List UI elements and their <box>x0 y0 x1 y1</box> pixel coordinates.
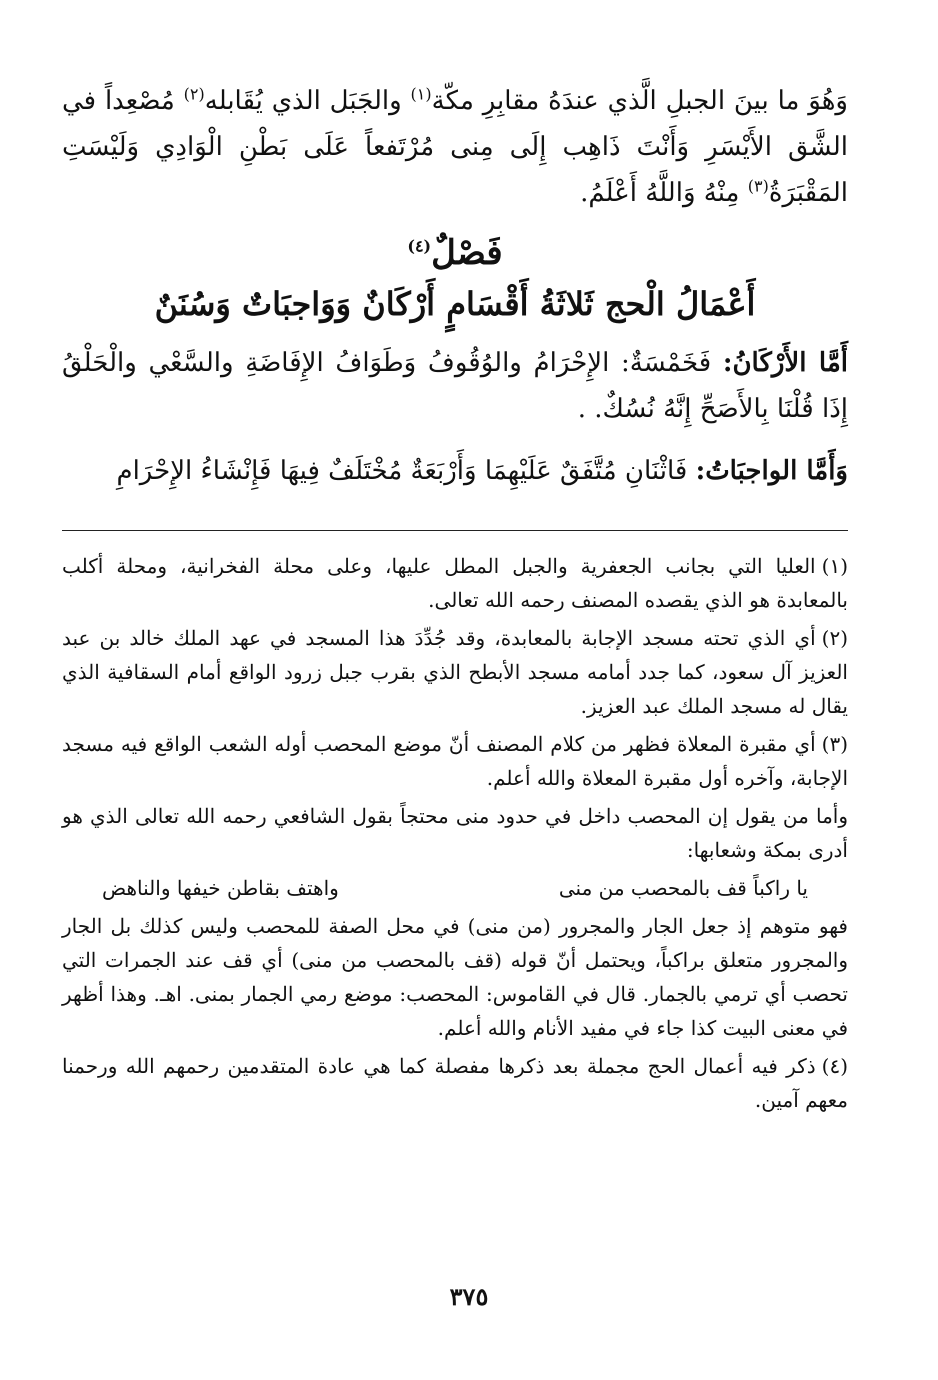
arkan-paragraph <box>62 340 848 432</box>
footnote-2-number: (٢) <box>821 626 848 650</box>
footnote-1-text: العليا التي بجانب الجعفرية والجبل المطل عليها، وعلى محلة الفخرانية، ومحلة أكلب بالمعابدة هو الذي يقصده المصنف رحمه الله تعالى. <box>62 554 848 612</box>
footnote-divider <box>62 530 848 531</box>
footnote-3-number: (٣) <box>821 732 848 756</box>
footnote-4 <box>62 1049 848 1117</box>
arkan-lead: أَمَّا الأَرْكَانُ: <box>722 348 848 378</box>
footnote-3-text: أي مقبرة المعلاة فظهر من كلام المصنف أنّ موضع المحصب أوله الشعب الواقع فيه مسجد الإجابة، وآخره أول مقبرة المعلاة والله أعلم. <box>62 732 848 790</box>
page-number: ٣٧٥ <box>449 1282 489 1311</box>
footnotes <box>62 549 848 1117</box>
verse-first-hemistich: يا راكباً قف بالمحصب من منى <box>558 876 808 900</box>
footnote-4-number: (٤) <box>821 1054 848 1078</box>
footnote-ref-3[interactable]: (٣) <box>747 176 769 196</box>
heading-title-text: فَصْلٌ <box>431 233 503 273</box>
footnote-4-text: ذكر فيه أعمال الحج مجملة بعد ذكرها مفصلة كما هي عادة المتقدمين رحمهم الله ورحمنا معهم آمين. <box>62 1054 848 1112</box>
footnote-2-text: أي الذي تحته مسجد الإجابة بالمعابدة، وقد جُدِّدَ هذا المسجد في عهد الملك خالد بن عبد العزيز آل سعود، كما جدد أمامه مسجد الأبطح الذي بقرب جبل زرود الواقع أمام السقافية الذي يقال له مسجد الملك عبد العزيز. <box>62 626 848 718</box>
footnote-2 <box>62 621 848 723</box>
heading-title <box>62 228 848 278</box>
heading-subtitle: أَعْمَالُ الْحج ثَلاثَةُ أَقْسَامٍ أَرْكَانٌ وَوَاجبَاتٌ وَسُنَنٌ <box>154 285 756 323</box>
chapter-heading <box>62 228 848 330</box>
page-body <box>62 78 848 1121</box>
wajibat-paragraph <box>62 448 848 494</box>
arkan-text: فَخَمْسَةٌ: الإِحْرَامُ والوُقُوفُ وَطَوَافُ الإِفَاضَةِ والسَّعْي والْحَلْقُ إِذَا قُلْنَا بِالأَصَحِّ إِنَّهُ نُسُكٌ. . <box>62 348 848 424</box>
footnote-1-number: (١) <box>821 554 848 578</box>
poetry-verse <box>62 871 848 905</box>
wajibat-text: فَاثْنَانِ مُتَّفَقٌ عَلَيْهِمَا وَأَرْبَعَةٌ مُخْتَلَفٌ فِيهَا فَإِنْشَاءُ الإِحْرَامِ <box>116 456 696 486</box>
intro-text-4: مِنْهُ وَاللَّهُ أَعْلَمُ. <box>580 178 748 208</box>
footnote-ref-4[interactable]: (٤) <box>407 236 432 256</box>
intro-text-3: مُصْعِداً في الشَّق الأَيْسَرِ وَأَنْتَ ذَاهِب إِلَى مِنى مُرْتَفعاً عَلَى بَطْنِ الْوَادِي وَلَيْسَتِ المَقْبَرَةُ <box>62 86 848 208</box>
wajibat-lead: وَأَمَّا الواجبَاتُ: <box>695 456 848 486</box>
footnote-1 <box>62 549 848 617</box>
footnote-ref-2[interactable]: (٢) <box>183 84 205 104</box>
intro-paragraph <box>62 78 848 216</box>
footnote-3-continued: وأما من يقول إن المحصب داخل في حدود منى محتجاً بقول الشافعي رحمه الله تعالى الذي هو أدرى بمكة وشعابها: <box>62 804 848 862</box>
intro-text-2: والجَبَل الذي يُقَابله <box>204 86 411 116</box>
intro-text-1: وَهُوَ ما بينَ الجبلِ الَّذي عندَهُ مقابِرِ مكّة <box>431 86 848 116</box>
footnote-3 <box>62 727 848 795</box>
verse-second-hemistich: واهتف بقاطن خيفها والناهض <box>102 876 339 900</box>
footnote-3-continued-2: فهو متوهم إذ جعل الجار والمجرور (من منى) في محل الصفة للمحصب وليس كذلك بل الجار والمجرور متعلق براكباً، ويحتمل أنّ قوله (قف بالمحصب من منى) أي قف عند الجمرات التي تحصب أي ترمي بالجمار. قال في القاموس: المحصب: موضع رمي الجمار بمنى. اهـ. وهذا أظهر في معنى البيت كذا جاء في مفيد الأنام والله أعلم. <box>62 914 848 1040</box>
footnote-ref-1[interactable]: (١) <box>410 84 432 104</box>
